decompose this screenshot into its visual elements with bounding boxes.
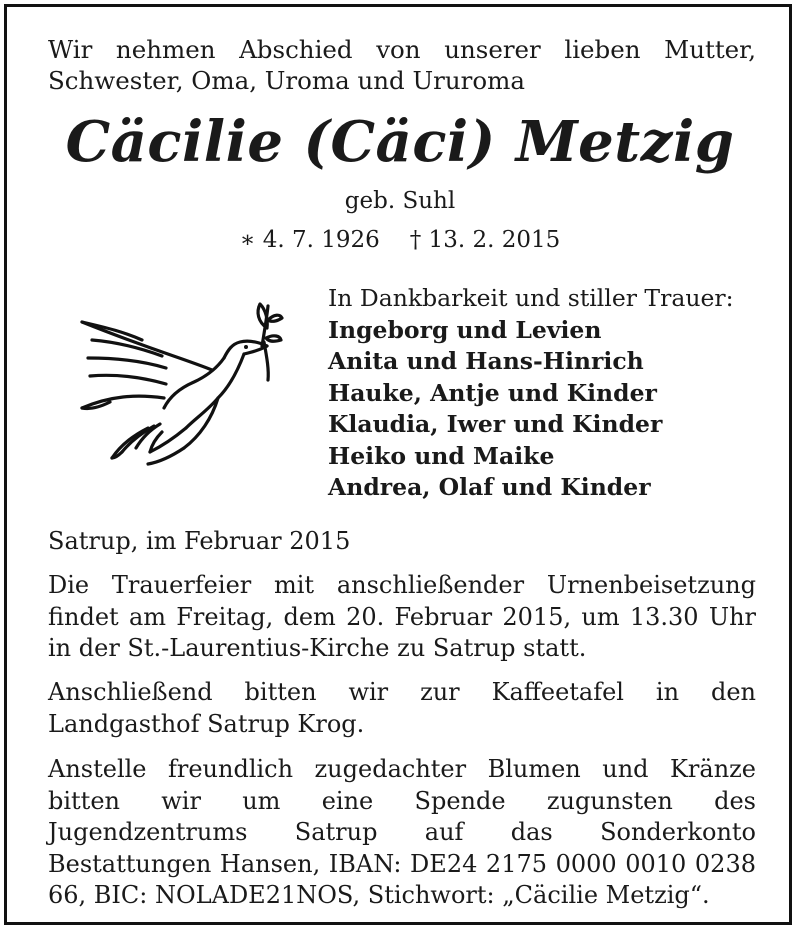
dove-with-olive-branch-icon <box>62 298 292 473</box>
donation-paragraph: Anstelle freundlich zugedachter Blumen und Kränze bitten wir um eine Spende zugunsten des Jugendzentrums Satrup auf das Sonderkonto Bestattungen Hansen, IBAN: DE24 2175 0000 0010 0238 66, BIC: NOLADE21NOS, Stichwort: „Cäcilie Metzig“. <box>48 755 756 909</box>
place-and-date: Satrup, im Februar 2015 <box>48 527 351 555</box>
mourners-lead: In Dankbarkeit und stiller Trauer: <box>328 284 734 312</box>
mourner-name: Andrea, Olaf und Kinder <box>328 473 651 501</box>
intro-text: Wir nehmen Abschied von unserer lieben Mutter, Schwester, Oma, Uroma und Ururoma <box>48 35 756 95</box>
birth-date: ∗ 4. 7. 1926 <box>239 227 380 253</box>
mourner-name: Heiko und Maike <box>328 441 555 470</box>
mourners-block <box>328 283 768 504</box>
mourners-list <box>328 315 768 504</box>
mourner-name: Hauke, Antje und Kinder <box>328 378 657 407</box>
death-date: † 13. 2. 2015 <box>409 227 561 253</box>
life-dates <box>0 224 800 256</box>
funeral-service-paragraph: Die Trauerfeier mit anschließender Urnenbeisetzung findet am Freitag, dem 20. Februar 2015, um 13.30 Uhr in der St.-Laurentius-Kirche zu Satrup statt. <box>48 571 756 662</box>
deceased-name: Cäcilie (Cäci) Metzig <box>65 109 735 175</box>
reception-paragraph: Anschließend bitten wir zur Kaffeetafel in den Landgasthof Satrup Krog. <box>48 678 756 738</box>
mourner-name: Anita und Hans-Hinrich <box>328 347 644 375</box>
birth-name: geb. Suhl <box>344 188 456 214</box>
mourner-name: Klaudia, Iwer und Kinder <box>328 410 663 438</box>
mourner-name: Ingeborg und Levien <box>328 315 602 344</box>
